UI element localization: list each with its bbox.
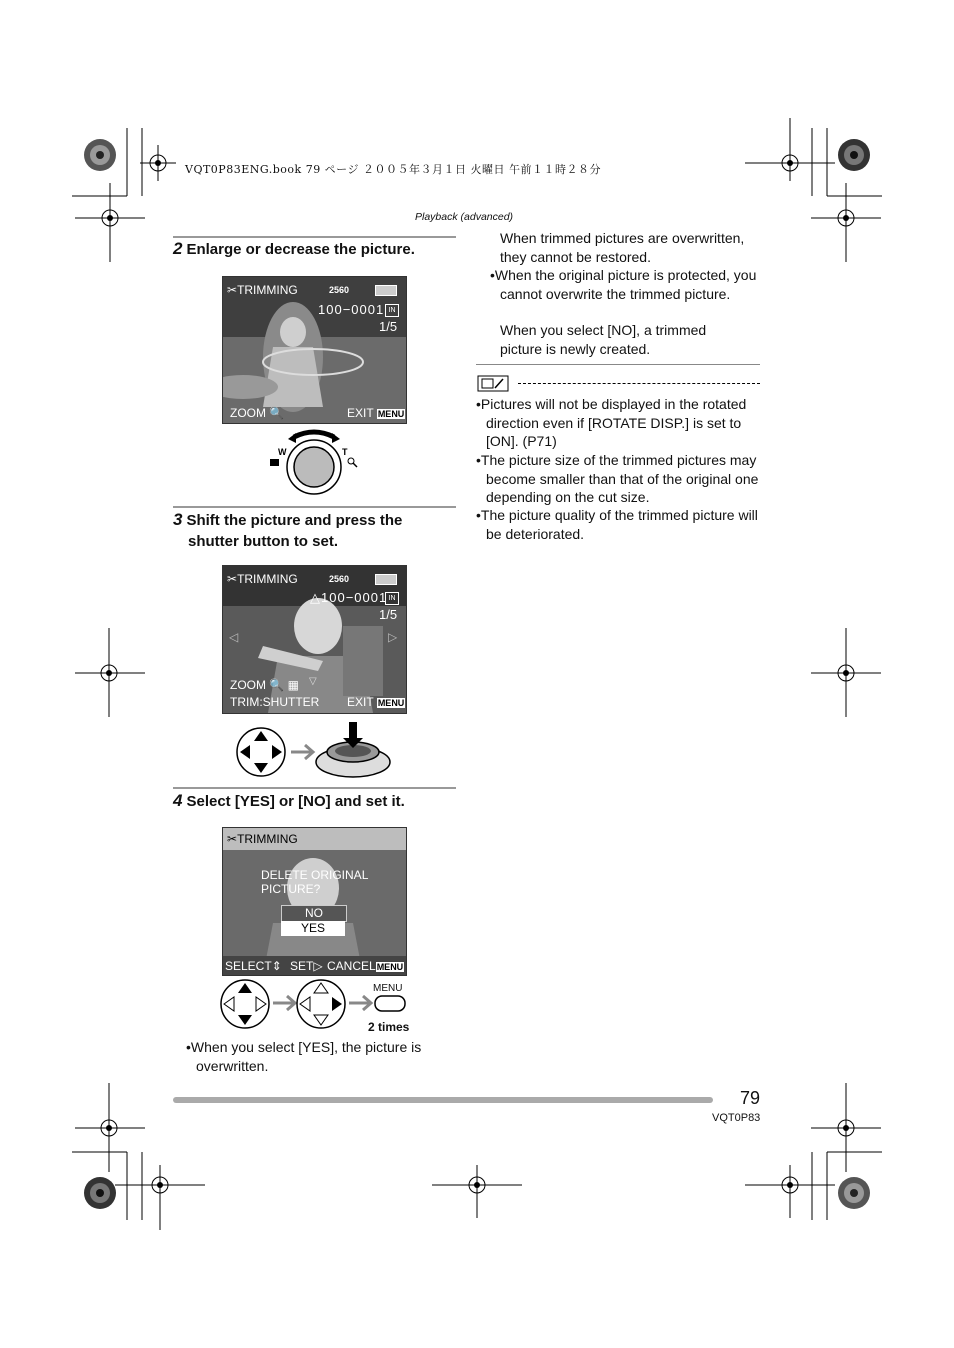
file-number: △100−0001 [310,590,388,605]
exit-label: EXIT MENU [347,406,405,420]
battery-icon [375,574,397,585]
step-title-line1: Shift the picture and press the [186,512,403,529]
photo-child-faded [223,828,406,975]
step-title-line2: shutter button to set. [188,533,338,550]
photo-child-hoop [223,277,406,423]
footer-bar [173,1097,713,1103]
step-title: Enlarge or decrease the picture. [186,241,415,258]
zoom-lever-icon [266,427,366,502]
note-icon [477,375,511,393]
image-size: 2560 [329,285,350,295]
times-label: 2 times [368,1020,410,1034]
note-item-3: •The picture quality of the trimmed picture will be deteriorated. [476,507,758,542]
exit-label: EXIT MENU [347,695,405,709]
down-arrow-icon: ▽ [309,676,317,687]
step-number: 4 [173,791,183,810]
image-size: 2560 [329,574,350,584]
step-4-heading [173,790,405,812]
step-3-heading [173,509,402,552]
svg-text:T: T [342,447,348,457]
left-arrow-icon: ◁ [229,630,239,644]
section-rule [173,506,456,508]
svg-text:W: W [278,447,287,457]
no-option-note: When you select [NO], a trimmed picture is newly created. [500,322,707,357]
picture-count: 1/5 [379,319,398,334]
right-arrow-icon: ▷ [388,630,398,644]
picture-count: 1/5 [379,607,398,622]
mode-label: ✂TRIMMING [227,832,298,846]
protected-note: •When the original picture is protected, you cannot overwrite the trimmed picture. [490,267,757,302]
mode-label: ✂TRIMMING [227,283,298,297]
mode-label: ✂TRIMMING [227,572,298,586]
camera-screen-zoom [222,276,407,424]
set-label: SET▷ [290,959,323,973]
page-number: 79 [740,1088,761,1108]
cursor-to-shutter-icon [235,722,395,782]
delete-question-line2: PICTURE? [261,882,321,896]
select-label: SELECT⇕ [225,959,282,973]
camera-screen-shift [222,565,407,714]
step-title: Select [YES] or [NO] and set it. [186,793,405,810]
memory-icon: IN [385,592,399,605]
menu-button-label: MENU [373,983,403,994]
model-code: VQT0P83 [712,1112,761,1124]
delete-question-line1: DELETE ORIGINAL [261,868,369,882]
camera-screen-confirm [222,827,407,976]
notes-rule [476,364,760,365]
step-number: 3 [173,510,183,529]
note-item-2: •The picture size of the trimmed pictures may become smaller than that of the original one depending on the cut size. [476,452,759,505]
battery-icon [375,285,397,296]
overwrite-warning: When trimmed pictures are overwritten, they cannot be restored. [500,230,745,265]
cancel-label: CANCELMENU [327,959,404,973]
print-header: VQT0P83ENG.book 79 ページ ２００５年３月１日 火曜日 午前１１時２８分 [185,163,601,176]
note-item-1: •Pictures will not be displayed in the rotated direction even if [ROTATE DISP.] is set to [ON]. (P71) [476,396,747,449]
step-number: 2 [173,239,183,258]
memory-icon: IN [385,304,399,317]
file-number: 100−0001 [318,302,385,317]
yes-option[interactable]: YES [281,921,345,936]
trim-shutter-label: TRIM:SHUTTER [230,695,320,709]
step-2-heading [173,238,415,260]
zoom-label: ZOOM 🔍 [230,406,285,420]
note-dashes [518,383,760,384]
section-rule [173,787,456,789]
no-option[interactable]: NO [281,905,347,922]
zoom-label: ZOOM 🔍 ▦ [230,678,299,692]
step4-note: •When you select [YES], the picture is overwritten. [186,1039,422,1074]
running-head: Playback (advanced) [415,211,514,223]
